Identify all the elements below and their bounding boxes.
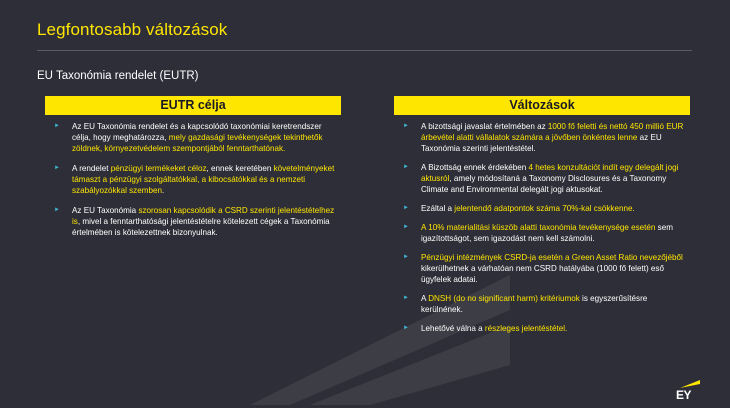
bullet-item: [394, 162, 690, 195]
bullet-text: , mivel a fenntarthatósági jelentéstételre kötelezett cégek a Taxonómia értelmében is kötelezettnek bizonyulnak.: [72, 217, 330, 237]
bullet-arrow-icon: ►: [54, 123, 60, 129]
bullet-arrow-icon: ►: [403, 205, 409, 211]
bullet-arrow-icon: ►: [403, 325, 409, 331]
bullet-arrow-icon: ►: [403, 224, 409, 230]
highlighted-text: mely gazdasági tevékenységek tekinthetők zöldnek, környezetvédelem szempontjából fenntarthatónak.: [72, 133, 323, 153]
bullet-arrow-icon: ►: [54, 207, 60, 213]
bullet-item: [394, 252, 690, 285]
highlighted-text: pénzügyi termékeket céloz: [110, 164, 207, 173]
bullet-text: , amely módosítaná a Taxonomy Disclosures és a Taxonomy Climate and Environmental delegált jogi aktusokat.: [421, 174, 667, 194]
highlighted-text: követelményeket támaszt a pénzügyi szolgáltatókkal, a kibocsátókkal és a nemzeti szabályozókkal szemben: [72, 164, 335, 195]
highlighted-text: 1000 fő feletti és nettó 450 millió EUR árbevétel alatti vállalatok számára a jövőben önkéntes lenne: [421, 122, 684, 142]
bullet-text: kikerülhetnek a várhatóan nem CSRD hatályába (1000 fő felett) eső ügyfelek adatai.: [421, 264, 664, 284]
bullet-item: [394, 121, 690, 154]
highlighted-text: jelentendő adatpontok száma 70%-kal csökkenne.: [454, 204, 635, 213]
highlighted-text: Pénzügyi intézmények CSRD-ja esetén a Green Asset Ratio nevezőjéből: [421, 253, 683, 262]
bullet-text: is egyszerűsítésre kerülnének.: [421, 294, 648, 314]
bullet-text: , ennek keretében: [206, 164, 274, 173]
title-divider: [37, 50, 692, 51]
bullet-text: Az EU Taxonómia: [72, 206, 139, 215]
bullet-item: [45, 121, 341, 154]
bullet-arrow-icon: ►: [403, 254, 409, 260]
bullet-arrow-icon: ►: [403, 164, 409, 170]
bullet-text: .: [161, 186, 165, 195]
highlighted-text: A 10% materialitási küszöb alatti taxonómia tevékenysége esetén: [421, 223, 656, 232]
left-column-header: EUTR célja: [45, 96, 341, 115]
bullet-text: A Bizottság ennek érdekében: [421, 163, 529, 172]
ey-logo-text: EY: [676, 388, 692, 402]
right-column: [394, 96, 690, 342]
bullet-text: az EU Taxonómia szerinti jelentéstétel.: [421, 133, 662, 153]
bullet-item: [394, 203, 690, 214]
highlighted-text: szorosan kapcsolódik a CSRD szerinti jelentéstételhez is: [72, 206, 335, 226]
bullet-text: Lehetővé válna a: [421, 324, 485, 333]
highlighted-text: részleges jelentéstétel.: [484, 324, 568, 333]
highlighted-text: 4 hetes konzultációt indít egy delegált jogi aktusról: [421, 163, 679, 183]
bullet-text: Ezáltal a: [421, 204, 455, 213]
bullet-item: [394, 293, 690, 315]
slide-title: Legfontosabb változások: [37, 20, 228, 39]
right-column-header: Változások: [394, 96, 690, 115]
right-bullet-list: [394, 121, 690, 334]
bullet-item: [394, 323, 690, 334]
left-column: [45, 96, 341, 247]
bullet-arrow-icon: ►: [54, 165, 60, 171]
bullet-item: [45, 205, 341, 238]
bullet-item: [394, 222, 690, 244]
bullet-text: A rendelet: [72, 164, 111, 173]
bullet-arrow-icon: ►: [403, 295, 409, 301]
bullet-text: A bizottsági javaslat értelmében az: [421, 122, 548, 131]
bullet-text: sem igazítottságot, sem igazodást nem kell számolni.: [421, 223, 673, 243]
bullet-text: Az EU Taxonómia rendelet és a kapcsolódó taxonómiai keretrendszer célja, hogy meghatározza,: [72, 122, 322, 142]
bullet-arrow-icon: ►: [403, 123, 409, 129]
bullet-item: [45, 163, 341, 196]
bullet-text: A: [421, 294, 429, 303]
highlighted-text: DNSH (do no significant harm) kritériumok: [428, 294, 580, 303]
left-bullet-list: [45, 121, 341, 238]
slide-subtitle: EU Taxonómia rendelet (EUTR): [37, 70, 199, 82]
